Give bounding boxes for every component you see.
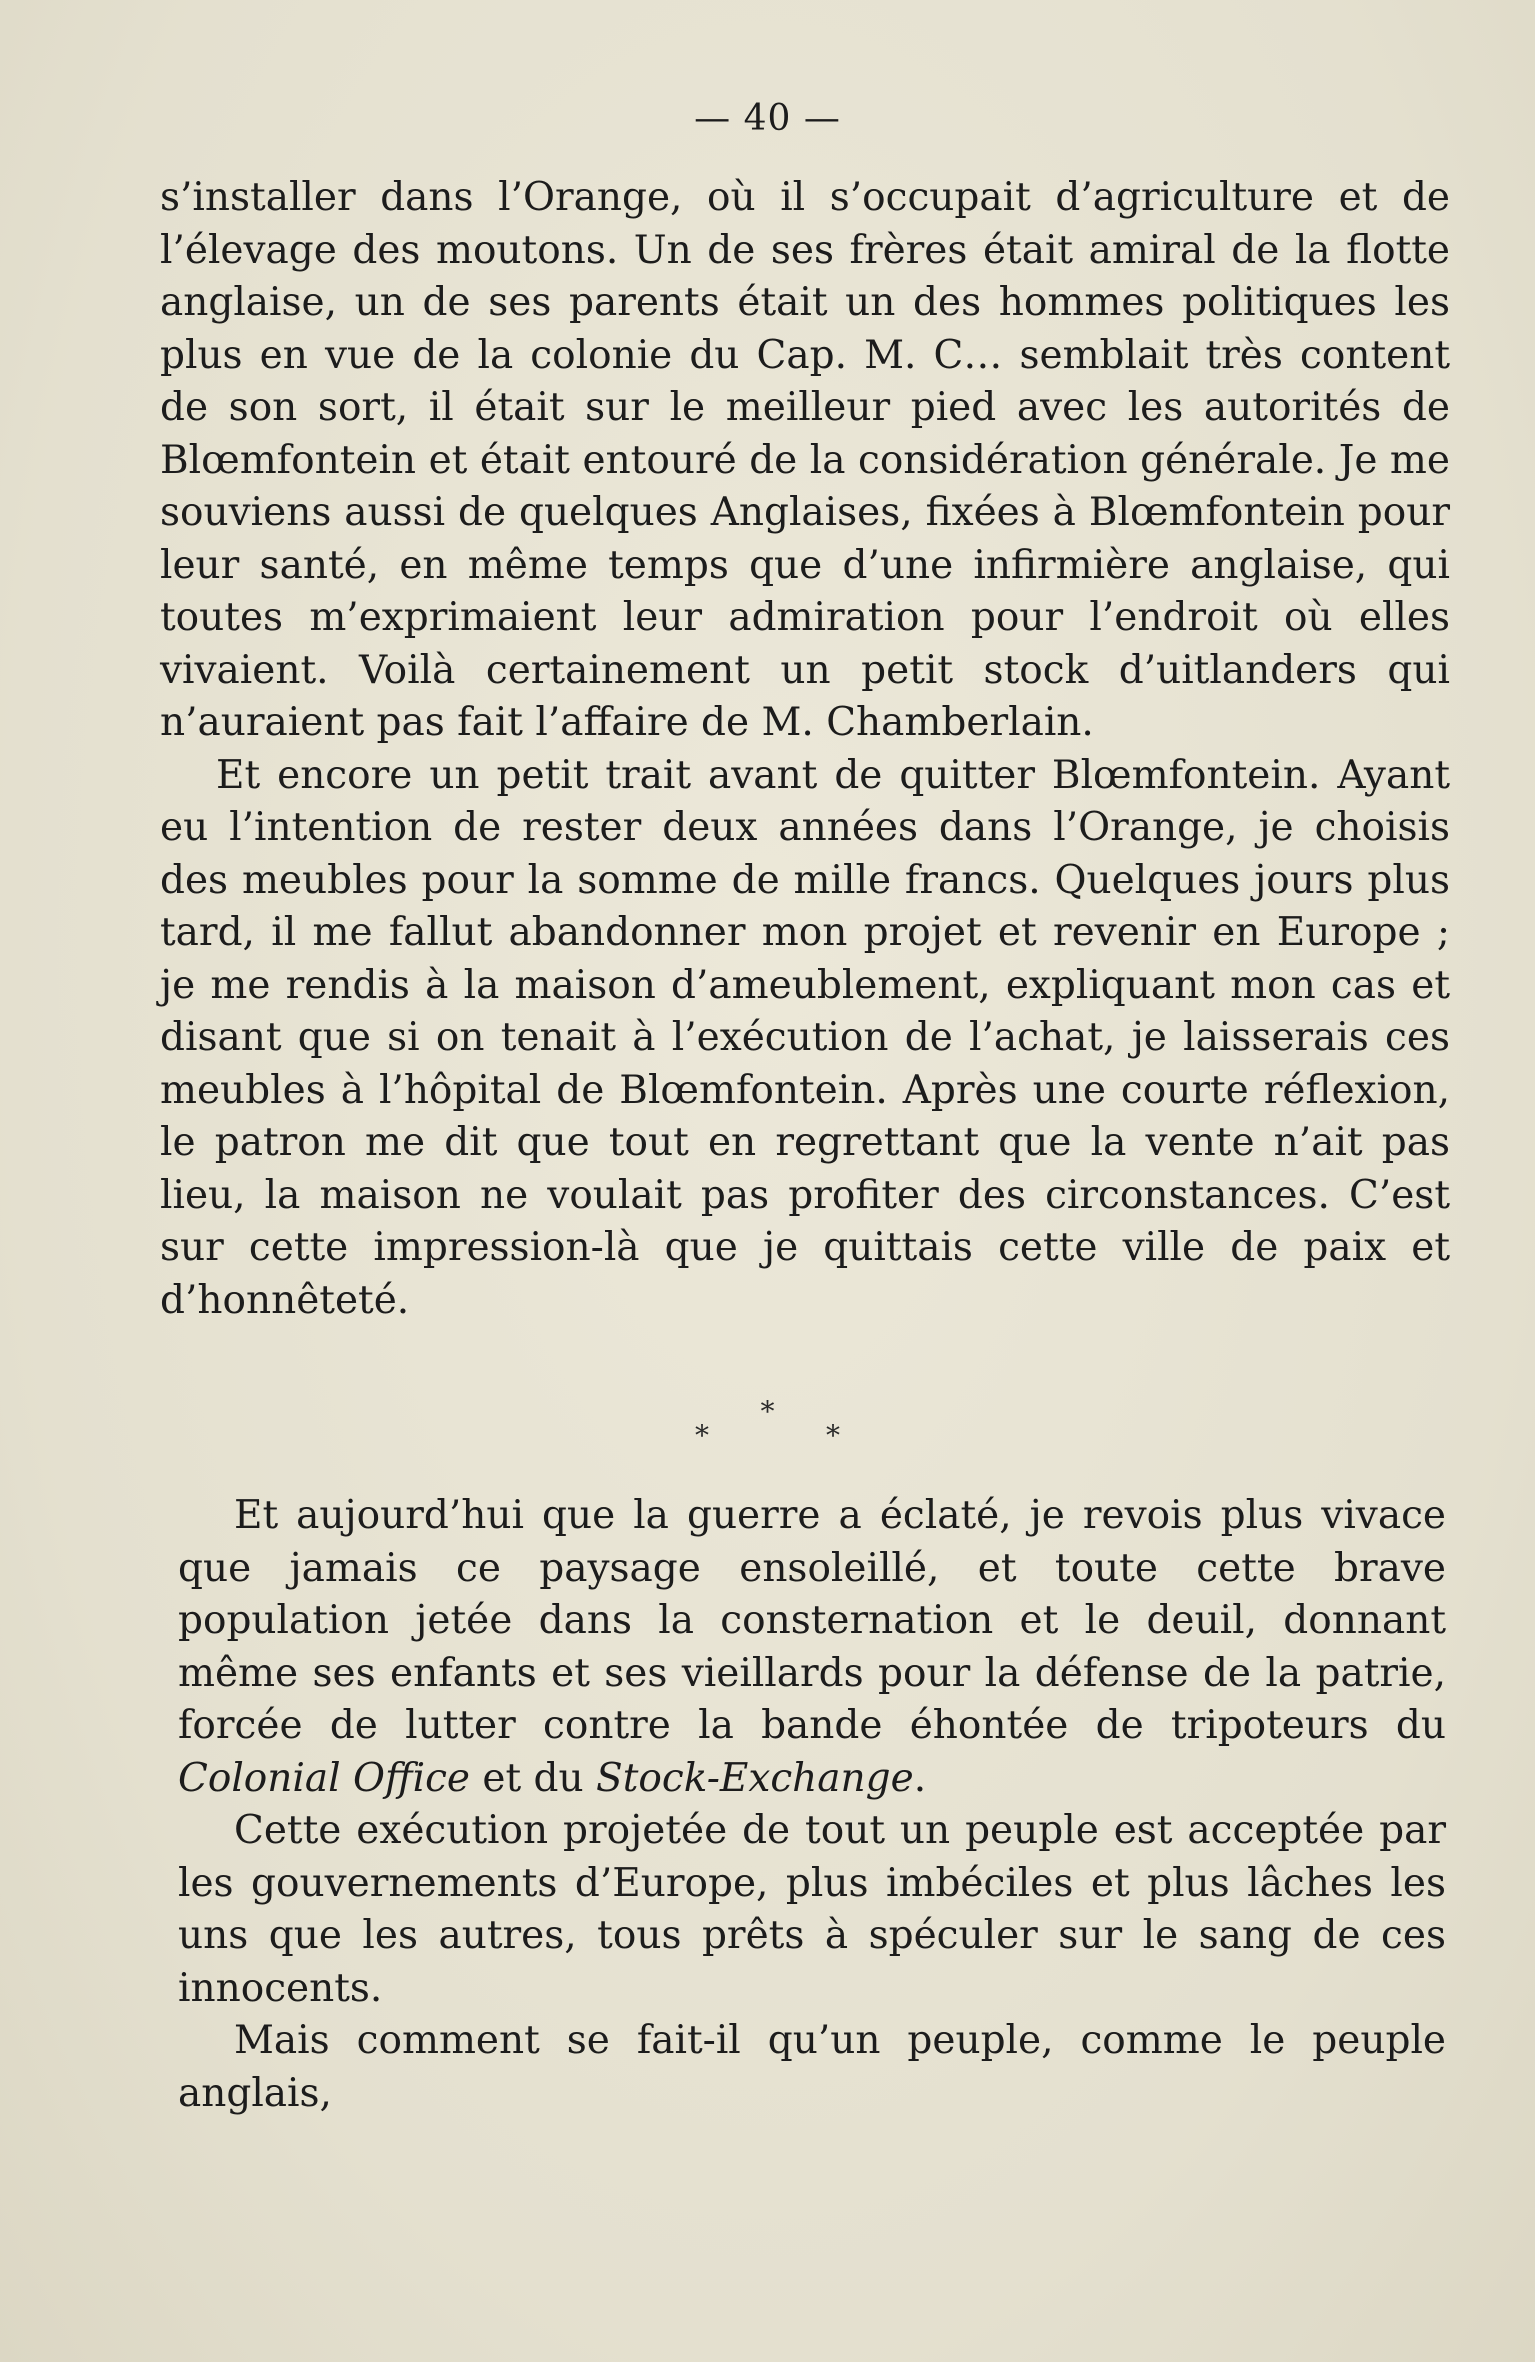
paragraph-continuation: s’installer dans l’Orange, où il s’occupait d’agriculture et de l’élevage des moutons. Un de ses frères était amiral de la flotte anglaise, un de ses parents était un des hommes politiques les plus en vue de la colonie du Cap. M. C… semblait très content de son sort, il était sur le meilleur pied avec les autorités de Blœmfontein et était entouré de la considération générale. Je me souviens aussi de quelques Anglaises, fixées à Blœmfontein pour leur santé, en même temps que d’une infirmière anglaise, qui toutes m’exprimaient leur admiration pour l’endroit où elles vivaient. Voilà certainement un petit stock d’uitlanders qui n’auraient pas fait l’affaire de M. Chamberlain. [160,175,1450,745]
paragraph-blœmfontein-anecdote: Et encore un petit trait avant de quitter Blœmfontein. Ayant eu l’intention de rester deux années dans l’Orange, je choisis des meubles pour la somme de mille francs. Quelques jours plus tard, il me fallut abandonner mon projet et revenir en Europe ; je me rendis à la maison d’ameublement, expliquant mon cas et disant que si on tenait à l’exécution de l’achat, je laisserais ces meubles à l’hôpital de Blœmfontein. Après une courte réflexion, le patron me dit que tout en regrettant que la vente n’ait pas lieu, la maison ne voulait pas profiter des circonstances. C’est sur cette impression-là que je quittais cette ville de paix et d’honnêteté. [160,752,1450,1323]
paragraph-war [178,1490,1446,1805]
italic-colonial-office: Colonial Office [178,1755,470,1801]
text-block-bottom [178,1490,1446,2120]
paragraph-english-people: Mais comment se fait-il qu’un peuple, comme le peuple anglais, [178,2018,1446,2116]
text-block-top [160,172,1450,1327]
asterism-bottom-stars: * * [695,1419,894,1452]
italic-stock-exchange: Stock-Exchange [596,1755,914,1801]
paragraph-war-text-3: . [913,1755,927,1801]
page-number: — 40 — [694,98,841,139]
paragraph-war-text-1: Et aujourd’hui que la guerre a éclaté, je revois plus vivace que jamais ce paysage ensoleillé, et toute cette brave population jetée dans la consternation et le deuil, donnant même ses enfants et ses vieillards pour la défense de la patrie, forcée de lutter contre la bande éhontée de tripoteurs du [178,1493,1446,1748]
asterism-top-star: * [760,1395,775,1428]
paragraph-war-text-2: et du [470,1755,597,1801]
section-separator-asterism [0,1395,1535,1452]
paragraph-execution: Cette exécution projetée de tout un peuple est acceptée par les gouvernements d’Europe, plus imbéciles et plus lâches les uns que les autres, tous prêts à spéculer sur le sang de ces innocents. [178,1808,1446,2011]
